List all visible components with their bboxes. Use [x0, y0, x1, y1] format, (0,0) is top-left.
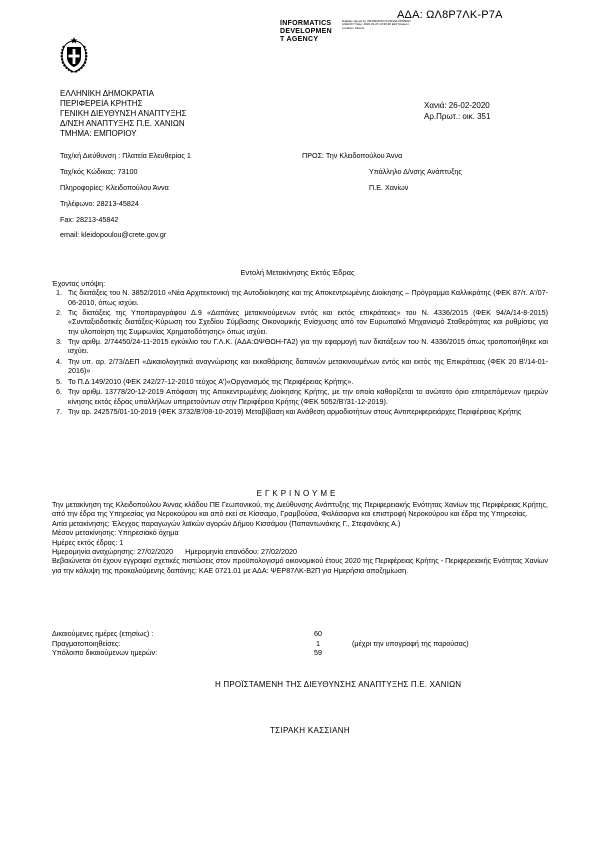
- information-contact: Πληροφορίες: Κλειδοπούλου Άννα: [60, 183, 169, 192]
- date-and-protocol: [424, 101, 490, 122]
- issuer-line-4: Δ/ΝΣΗ ΑΝΑΠΤΥΞΗΣ Π.Ε. ΧΑΝΙΩΝ: [60, 119, 185, 128]
- clause-item: [52, 288, 548, 307]
- travel-means: Μέσον μετακίνησης: Υπηρεσιακό όχημα: [52, 528, 179, 538]
- days-summary: [52, 629, 469, 658]
- recipient-role: Υπάλληλο Δ/νσης Ανάπτυξης: [369, 167, 462, 176]
- days-row-value: 60: [314, 629, 322, 638]
- clause-text: Την αρ. 242575/01-10-2019 (ΦΕΚ 3732/Β'/08-10-2019) Μεταβίβαση και Ανάθεση αρμοδιοτήτων στους Αντιπεριφερειάρχες Περιφέρειας Κρήτης: [68, 406, 522, 416]
- clause-number: 6.: [56, 387, 62, 397]
- signature-org-line-3: T AGENCY: [280, 36, 319, 43]
- clause-text: Τις διατάξεις του Ν. 3852/2010 «Νέα Αρχιτεκτονική της Αυτοδιοίκησης και της Αποκεντρωμένης Διοίκησης – Πρόγραμμα Καλλικράτης (ΦΕΚ 87/τ. Α'/07-06-2010, όπως ισχύει.: [68, 288, 548, 307]
- clause-number: 4.: [56, 356, 62, 366]
- days-row-note: (μέχρι την υπογραφή της παρούσας): [352, 638, 469, 648]
- signer-name: ΤΣΙΡΑΚΗ ΚΑΣΣΙΑΝΗ: [270, 726, 350, 735]
- days-row-label: Δικαιούμενες ημέρες (ετησίως) :: [52, 629, 154, 638]
- clause-text: Την υπ. αρ. 2/73/ΔΕΠ «Δικαιολογητικά αναγνώρισης και εκκαθάρισης δαπανών μετακινουμένων εντός και εκτός της Επικράτειας (ΦΕΚ 20 Β'/14-01-2016)»: [68, 356, 548, 376]
- postal-code: Ταχ/κός Κώδικας: 73100: [60, 167, 138, 176]
- clause-number: 2.: [56, 308, 62, 318]
- clause-item: [52, 357, 548, 376]
- hellenic-republic-emblem-icon: [56, 36, 92, 74]
- decision-section: [52, 500, 548, 575]
- fax-number: Fax: 28213-45842: [60, 215, 119, 224]
- days-away: Ημέρες εκτός έδρας: 1: [52, 537, 124, 547]
- days-row: [52, 648, 322, 658]
- signature-details: Digitally signed by INFORMATICS DEVELOPMENT AGENCY Date: 2020.02.26 13:39:28 EET Reason: Location: Athens: [342, 19, 411, 30]
- travel-purpose: Αιτία μετακίνησης: Έλεγχος παραγωγών λαϊκών αγορών Δήμου Κισσάμου (Παπαντωνάκης Γ., Στεφανάκης Α.): [52, 518, 401, 528]
- recipient-unit: Π.Ε. Χανίων: [369, 183, 409, 192]
- signature-org-line-2: DEVELOPMEN: [280, 28, 333, 35]
- ada-code: ΑΔΑ: ΩΛ8Ρ7ΛΚ-Ρ7Α: [397, 9, 503, 21]
- clause-number: 5.: [56, 376, 62, 386]
- document-title: Εντολή Μετακίνησης Εκτός Έδρας: [240, 268, 355, 277]
- budget-statement: Βεβαιώνεται ότι έχουν εγγραφεί σχετικές πιστώσεις στον προϋπολογισμό οικονομικού έτους 2020 της Περιφέρειας Κρήτης - Περιφερειακής Ενότητας Χανίων για την κάλυψη της προκαλούμενης δαπάνης: ΚΑΕ 0721.01 με ΑΔΑ: ΨΕΡ87ΛΚ-Β2Π για Ημερήσια αποζημίωση.: [52, 556, 548, 575]
- issuer-line-3: ΓΕΝΙΚΗ ΔΙΕΥΘΥΝΣΗ ΑΝΑΠΤΥΞΗΣ: [60, 109, 187, 118]
- days-row-value: 1: [316, 638, 320, 648]
- issuer-line-5: ΤΜΗΜΑ: ΕΜΠΟΡΙΟΥ: [60, 129, 137, 138]
- clause-item: [52, 377, 548, 386]
- recipient-name: ΠΡΟΣ: Την Κλειδοπούλου Άννα: [302, 151, 403, 160]
- phone-number: Τηλέφωνο: 28213-45824: [60, 199, 139, 208]
- issuer-line-2: ΠΕΡΙΦΕΡΕΙΑ ΚΡΗΤΗΣ: [60, 99, 143, 108]
- clause-number: 1.: [56, 288, 62, 298]
- signature-org-line-1: INFORMATICS: [280, 20, 332, 27]
- clause-text: Το Π.Δ 149/2010 (ΦΕΚ 242/27-12-2010 τεύχος Α')«Οργανισμός της Περιφέρειας Κρήτης».: [68, 376, 354, 386]
- clause-text: Την αριθμ. 13778/20-12-2019 Απόφαση της Αποκεντρωμένης Διοίκησης Κρήτης, με την οποία καθορίζεται το ανώτατο όριο επιτρεπόμενων ημερών κίνησης εκτός έδρας υπαλλήλων υπηρετούντων στην Περιφέρεια Κρήτης (ΦΕΚ 5052/Β'/31-12-2019).: [68, 387, 548, 406]
- clause-item: [52, 337, 548, 356]
- clause-text: Τις διατάξεις της Υποπαραγράφου Δ.9 «Δαπάνες μετακινούμενων εντός και εκτός επικράτειας» του Ν. 4336/2015 (ΦΕΚ 94/Α/14-8-2015) «Συνταξιοδοτικές διατάξεις-Κύρωση του Σχεδίου Σύμβασης Οικονομικής Ενίσχυσης από τον Ευρωπαϊκό Μηχανισμό Σταθερότητας και ρυθμίσεις για την υλοποίηση της Συμφωνίας Χρηματοδότησης» όπως ισχύει.: [68, 308, 548, 336]
- travel-dates: Ημερομηνία αναχώρησης: 27/02/2020 Ημερομηνία επανόδου: 27/02/2020: [52, 547, 297, 557]
- issuer-line-1: ΕΛΛΗΝΙΚΗ ΔΗΜΟΚΡΑΤΙΑ: [60, 89, 154, 98]
- clause-item: [52, 387, 548, 406]
- digital-signature-stamp: [280, 19, 411, 44]
- approval-heading: ΕΓΚΡΙΝΟΥΜΕ: [256, 489, 339, 498]
- days-row: [52, 638, 469, 649]
- days-row-label: Υπόλοιπο δικαιούμενων ημερών:: [52, 648, 158, 657]
- clauses-list: [52, 288, 548, 416]
- signer-title: Η ΠΡΟΪΣΤΑΜΕΝΗ ΤΗΣ ΔΙΕΥΘΥΝΣΗΣ ΑΝΑΠΤΥΞΗΣ Π.Ε. ΧΑΝΙΩΝ: [215, 680, 462, 689]
- email-address: email: kleidopoulou@crete.gov.gr: [60, 230, 167, 239]
- days-row-value: 59: [314, 648, 322, 657]
- clause-number: 7.: [56, 406, 62, 416]
- issuing-authority: [60, 89, 186, 139]
- days-row: [52, 629, 322, 639]
- clause-item: [52, 407, 548, 416]
- clause-number: 3.: [56, 337, 62, 347]
- protocol-number: Αρ.Πρωτ.: οικ. 351: [424, 111, 491, 121]
- clause-item: [52, 308, 548, 336]
- document-date: Χανιά: 26-02-2020: [424, 101, 490, 110]
- considerations-section: [52, 279, 548, 417]
- decision-paragraph: Την μετακίνηση της Κλειδοπούλου Άννας κλάδου ΠΕ Γεωπονικού, της Διεύθυνσης Ανάπτυξης της Περιφερειακής Ενότητας Χανίων της Περιφέρειας Κρήτης, από την έδρα της Υπηρεσίας για Νεροκούρου και από εκεί σε Κίσσαμο, Γραμβούσα, Φαλάσαρνα και επιστροφή Νεροκούρου και έδρα της Υπηρεσίας.: [52, 500, 548, 519]
- postal-address: Ταχ/κή Διεύθυνση : Πλατεία Ελευθερίας 1: [60, 151, 191, 160]
- days-row-label: Πραγματοποιηθείσες:: [52, 638, 121, 648]
- clause-text: Την αριθμ. 2/74450/24-11-2015 εγκύκλιο του Γ.Λ.Κ. (ΑΔΑ:ΩΨΘΩΗ-ΓΑ2) για την εφαρμογή των διατάξεων του Ν. 4336/2015 όπως τροποποιήθηκε και ισχύει.: [68, 337, 548, 356]
- considering-heading: Έχοντας υπόψη:: [52, 279, 106, 288]
